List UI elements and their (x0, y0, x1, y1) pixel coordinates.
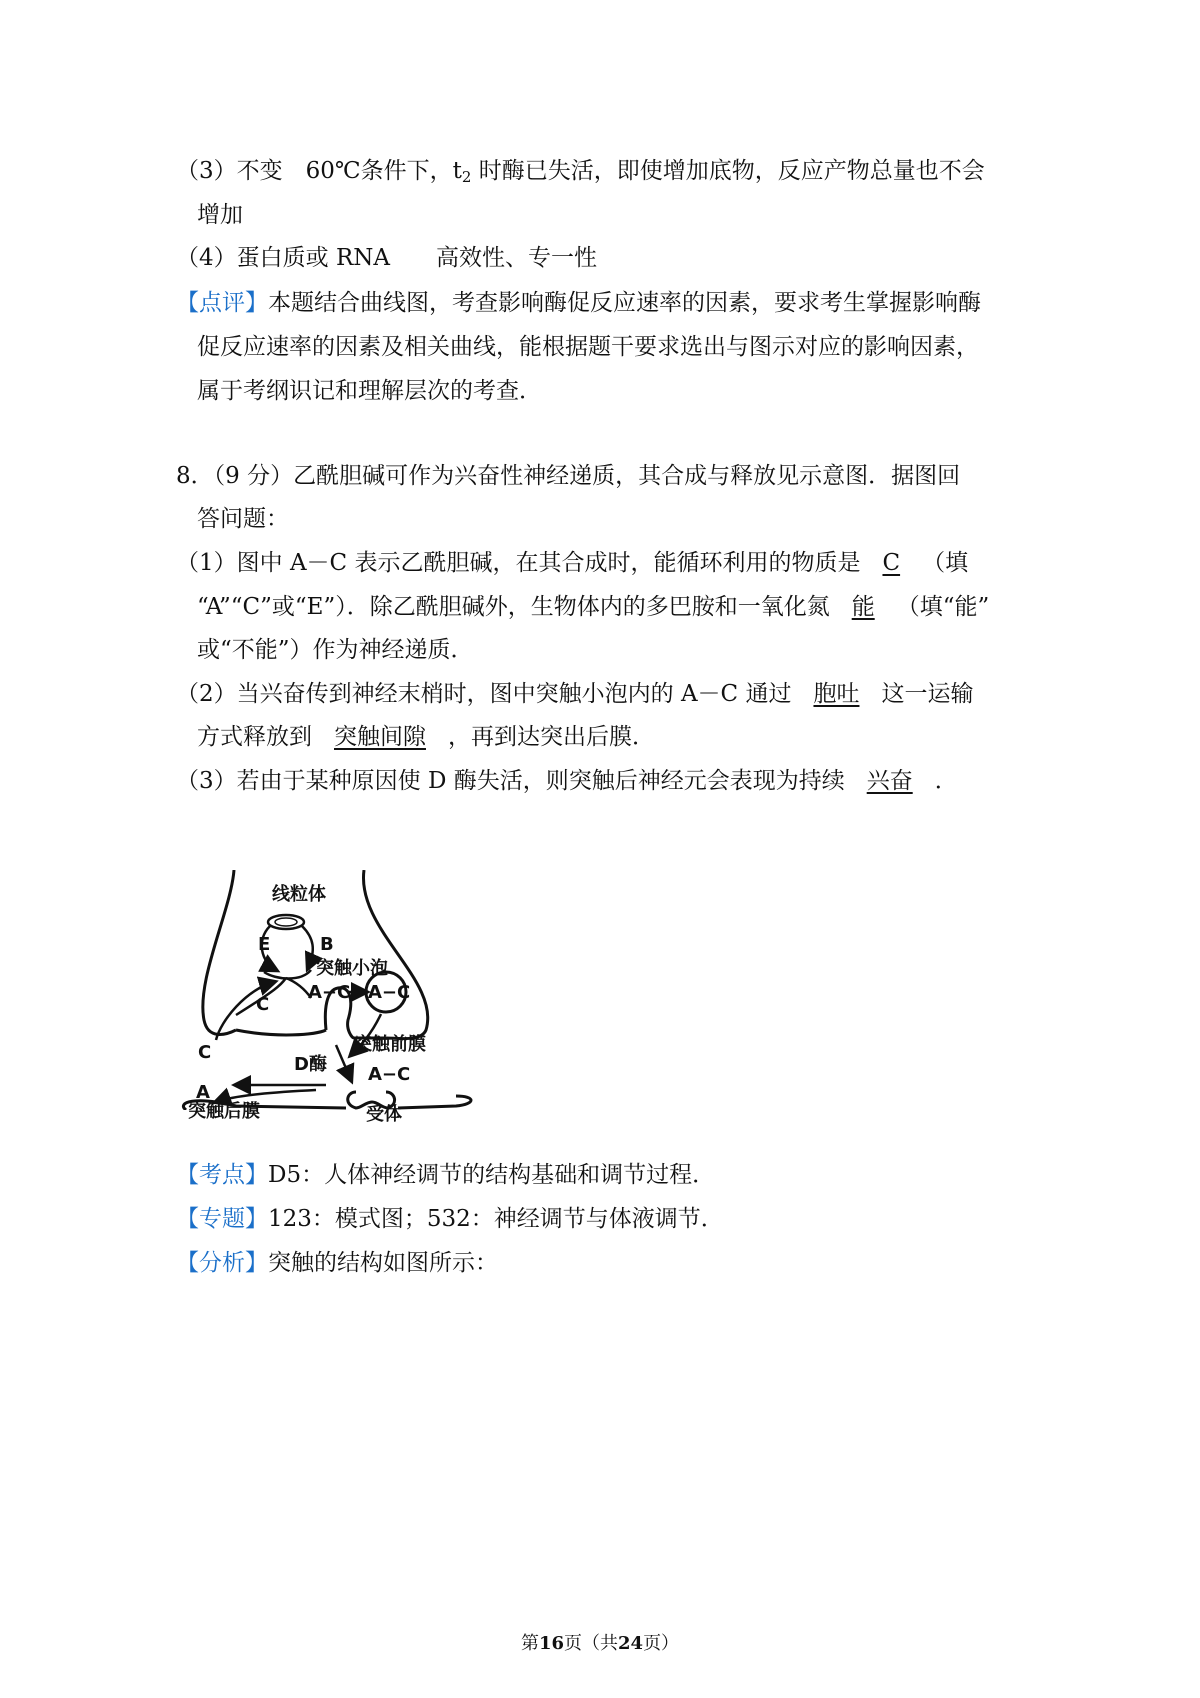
label-presynaptic-membrane: 突触前膜 (354, 1034, 426, 1055)
kaodian-line (176, 1160, 715, 1190)
q8-part1-line2 (197, 592, 989, 622)
label-C-top: C (256, 994, 270, 1015)
label-mitochondria: 线粒体 (272, 884, 326, 905)
answer-3-text-cont: 时酶已失活，即使增加底物，反应产物总量也不会 (478, 158, 985, 184)
answer-blank: C (882, 550, 901, 576)
q8-part1-line3: 或“不能”）作为神经递质． (197, 637, 474, 663)
answer-3-line1 (176, 156, 985, 192)
label-AC-vesicle: A−C (368, 982, 411, 1003)
answer-blank: 兴奋 (866, 768, 913, 794)
label-AC-cleft: A−C (368, 1064, 411, 1085)
q8-part2-text2: 方式释放到 (197, 724, 312, 750)
answer-3-line2: 增加 (197, 202, 243, 228)
q8-part2-line1 (176, 679, 973, 709)
review-line2: 促反应速率的因素及相关曲线，能根据题干要求选出与图示对应的影响因素， (197, 334, 979, 360)
presynaptic-membrane (236, 1030, 326, 1035)
answer-blank: 胞吐 (813, 681, 860, 707)
label-C-bottom: C (198, 1042, 212, 1063)
label-AC-mid: A−C (308, 982, 351, 1003)
q8-part2-text-cont: 这一运输 (881, 681, 974, 707)
kaodian-text: D5：人体神经调节的结构基础和调节过程． (268, 1162, 716, 1188)
q8-part1-line1 (176, 548, 968, 578)
label-E: E (258, 934, 271, 955)
q8-part1-text-cont: （填 (922, 550, 969, 576)
page-number: 16 (538, 1633, 564, 1654)
terminal-membrane-left (203, 870, 236, 1034)
question8-stem-line2: 答问题： (197, 506, 289, 532)
label-postsynaptic-membrane: 突触后膜 (188, 1101, 260, 1122)
fenxi-tag: 【分析】 (176, 1250, 268, 1276)
review-line1 (176, 288, 981, 318)
q8-part1-text2: “A”“C”或“E”）．除乙酰胆碱外，生物体内的多巴胺和一氧化氮 (197, 594, 830, 620)
page-footer (0, 1629, 1200, 1655)
q8-part3-text-cont: ． (934, 768, 958, 794)
footer-pre: 第 (520, 1633, 539, 1654)
label-receptor: 受体 (366, 1104, 402, 1125)
q8-part2-line2 (197, 722, 655, 752)
zhuanti-tag: 【专题】 (176, 1206, 268, 1232)
question8-stem-line1: 8．（9 分）乙酰胆碱可作为兴奋性神经递质，其合成与释放见示意图．据图回 (176, 463, 961, 489)
q8-part2-text2-cont: ，再到达突出后膜． (448, 724, 655, 750)
review-tag: 【点评】 (176, 290, 268, 316)
zhuanti-line (176, 1204, 724, 1234)
review-text: 本题结合曲线图，考查影响酶促反应速率的因素，要求考生掌握影响酶 (268, 290, 981, 316)
label-B: B (320, 934, 334, 955)
q8-part1-text: （1）图中 A－C 表示乙酰胆碱，在其合成时，能循环利用的物质是 (176, 550, 861, 576)
label-D-enzyme: D酶 (294, 1054, 327, 1075)
terminal-membrane-right (354, 870, 428, 1039)
q8-part3-text: （3）若由于某种原因使 D 酶失活，则突触后神经元会表现为持续 (176, 768, 845, 794)
answer-blank: 突触间隙 (334, 724, 426, 750)
answer-4: （4）蛋白质或 RNA 高效性、专一性 (176, 245, 597, 271)
answer-blank: 能 (851, 594, 875, 620)
zhuanti-text: 123：模式图；532：神经调节与体液调节． (268, 1206, 724, 1232)
footer-mid: 页（共 (564, 1633, 618, 1654)
label-A: A (196, 1082, 210, 1103)
q8-part2-text: （2）当兴奋传到神经末梢时，图中突触小泡内的 A－C 通过 (176, 681, 792, 707)
answer-3-text: （3）不变 60℃条件下，t (176, 158, 462, 184)
mitochondria-shape (268, 915, 304, 929)
fenxi-line (176, 1248, 498, 1278)
synapse-diagram (176, 870, 476, 1110)
q8-part1-text2-cont: （填“能” (896, 594, 990, 620)
footer-post: 页） (643, 1633, 680, 1654)
subscript: 2 (461, 168, 472, 186)
kaodian-tag: 【考点】 (176, 1162, 268, 1188)
review-line3: 属于考纲识记和理解层次的考查． (197, 378, 542, 404)
q8-part3 (176, 766, 958, 796)
total-pages: 24 (618, 1633, 644, 1654)
fenxi-text: 突触的结构如图所示： (268, 1250, 498, 1276)
label-vesicle: 突触小泡 (316, 958, 388, 979)
